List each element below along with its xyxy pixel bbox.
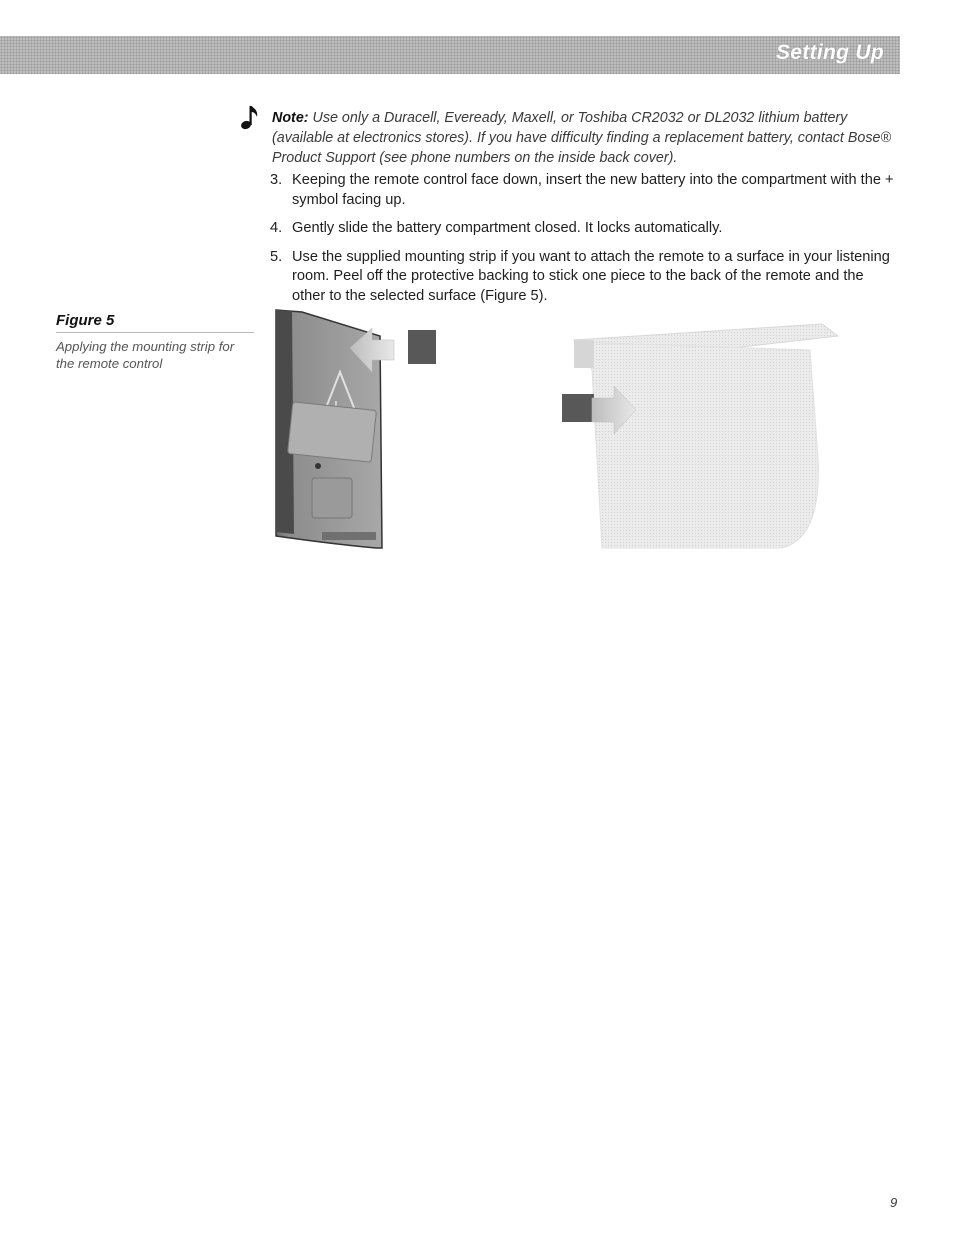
mounting-strip-illustration (262, 298, 852, 558)
note-label: Note: (272, 110, 309, 126)
list-item (270, 171, 900, 210)
section-title: Setting Up (776, 41, 884, 64)
list-item (270, 219, 900, 239)
step-number: 5. (270, 248, 283, 265)
page-number: 9 (890, 1195, 898, 1210)
note-paragraph (272, 108, 902, 168)
music-note-icon (239, 103, 261, 131)
step-text: Gently slide the battery compartment closed. It locks automatically. (292, 220, 723, 236)
mounting-surface (574, 324, 838, 548)
figure-label: Figure 5 (56, 312, 254, 333)
section-header-bar (0, 36, 900, 74)
step-number: 3. (270, 172, 283, 188)
step-number: 4. (270, 220, 283, 236)
step-text: Use the supplied mounting strip if you want to attach the remote to a surface in your listening room. Peel off the protective backing to stick one piece to the back of the remote and the other to the selected surface (Figure 5). (292, 248, 890, 304)
step-text: Keeping the remote control face down, insert the new battery into the compartment with the + symbol facing up. (292, 172, 894, 208)
figure-caption: Applying the mounting strip for the remote control (56, 339, 235, 371)
steps-list (270, 171, 900, 315)
note-text: Use only a Duracell, Eveready, Maxell, or Toshiba CR2032 or DL2032 lithium battery (available at electronics stores). If you have difficulty finding a replacement battery, contact Bose® Product Support (see phone numbers on the inside back cover). (272, 110, 891, 166)
